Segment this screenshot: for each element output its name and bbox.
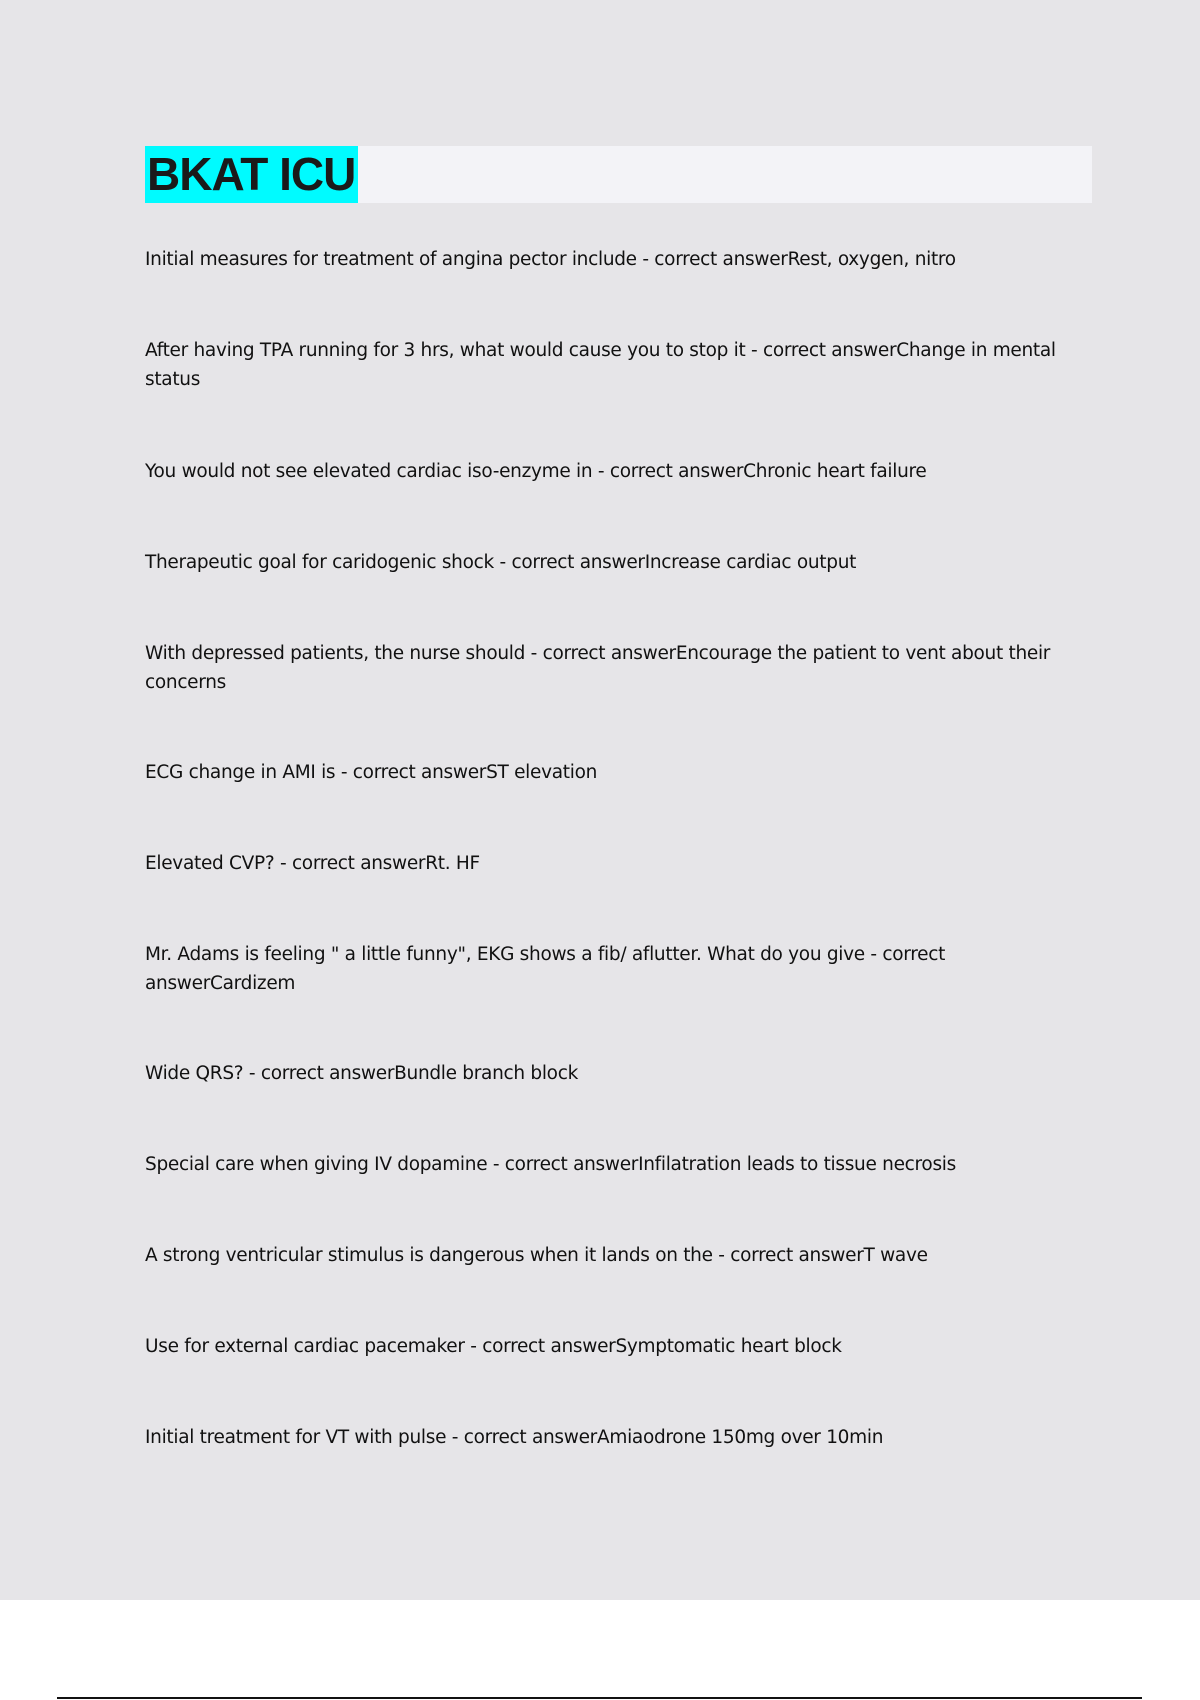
qa-item: Wide QRS? - correct answerBundle branch block (145, 1063, 578, 1084)
qa-item: With depressed patients, the nurse should - correct answerEncourage the patient to vent about their concerns (145, 643, 1051, 693)
footer-divider (57, 1697, 1142, 1699)
qa-item: A strong ventricular stimulus is dangerous when it lands on the - correct answerT wave (145, 1245, 928, 1266)
qa-item: Special care when giving IV dopamine - correct answerInfilatration leads to tissue necrosis (145, 1154, 956, 1175)
qa-item: Initial treatment for VT with pulse - correct answerAmiaodrone 150mg over 10min (145, 1427, 884, 1448)
document-title: BKAT ICU (145, 146, 358, 203)
qa-item: ECG change in AMI is - correct answerST elevation (145, 762, 598, 783)
title-bar (145, 146, 1092, 203)
qa-item: Use for external cardiac pacemaker - correct answerSymptomatic heart block (145, 1336, 842, 1357)
qa-item: Elevated CVP? - correct answerRt. HF (145, 853, 480, 874)
qa-item: Mr. Adams is feeling " a little funny", EKG shows a fib/ aflutter. What do you give - correct answerCardizem (145, 944, 946, 994)
qa-item: Initial measures for treatment of angina pector include - correct answerRest, oxygen, nitro (145, 249, 956, 270)
qa-item: Therapeutic goal for caridogenic shock - correct answerIncrease cardiac output (145, 552, 857, 573)
qa-item: You would not see elevated cardiac iso-enzyme in - correct answerChronic heart failure (145, 461, 927, 482)
qa-item: After having TPA running for 3 hrs, what would cause you to stop it - correct answerChange in mental status (145, 340, 1056, 390)
